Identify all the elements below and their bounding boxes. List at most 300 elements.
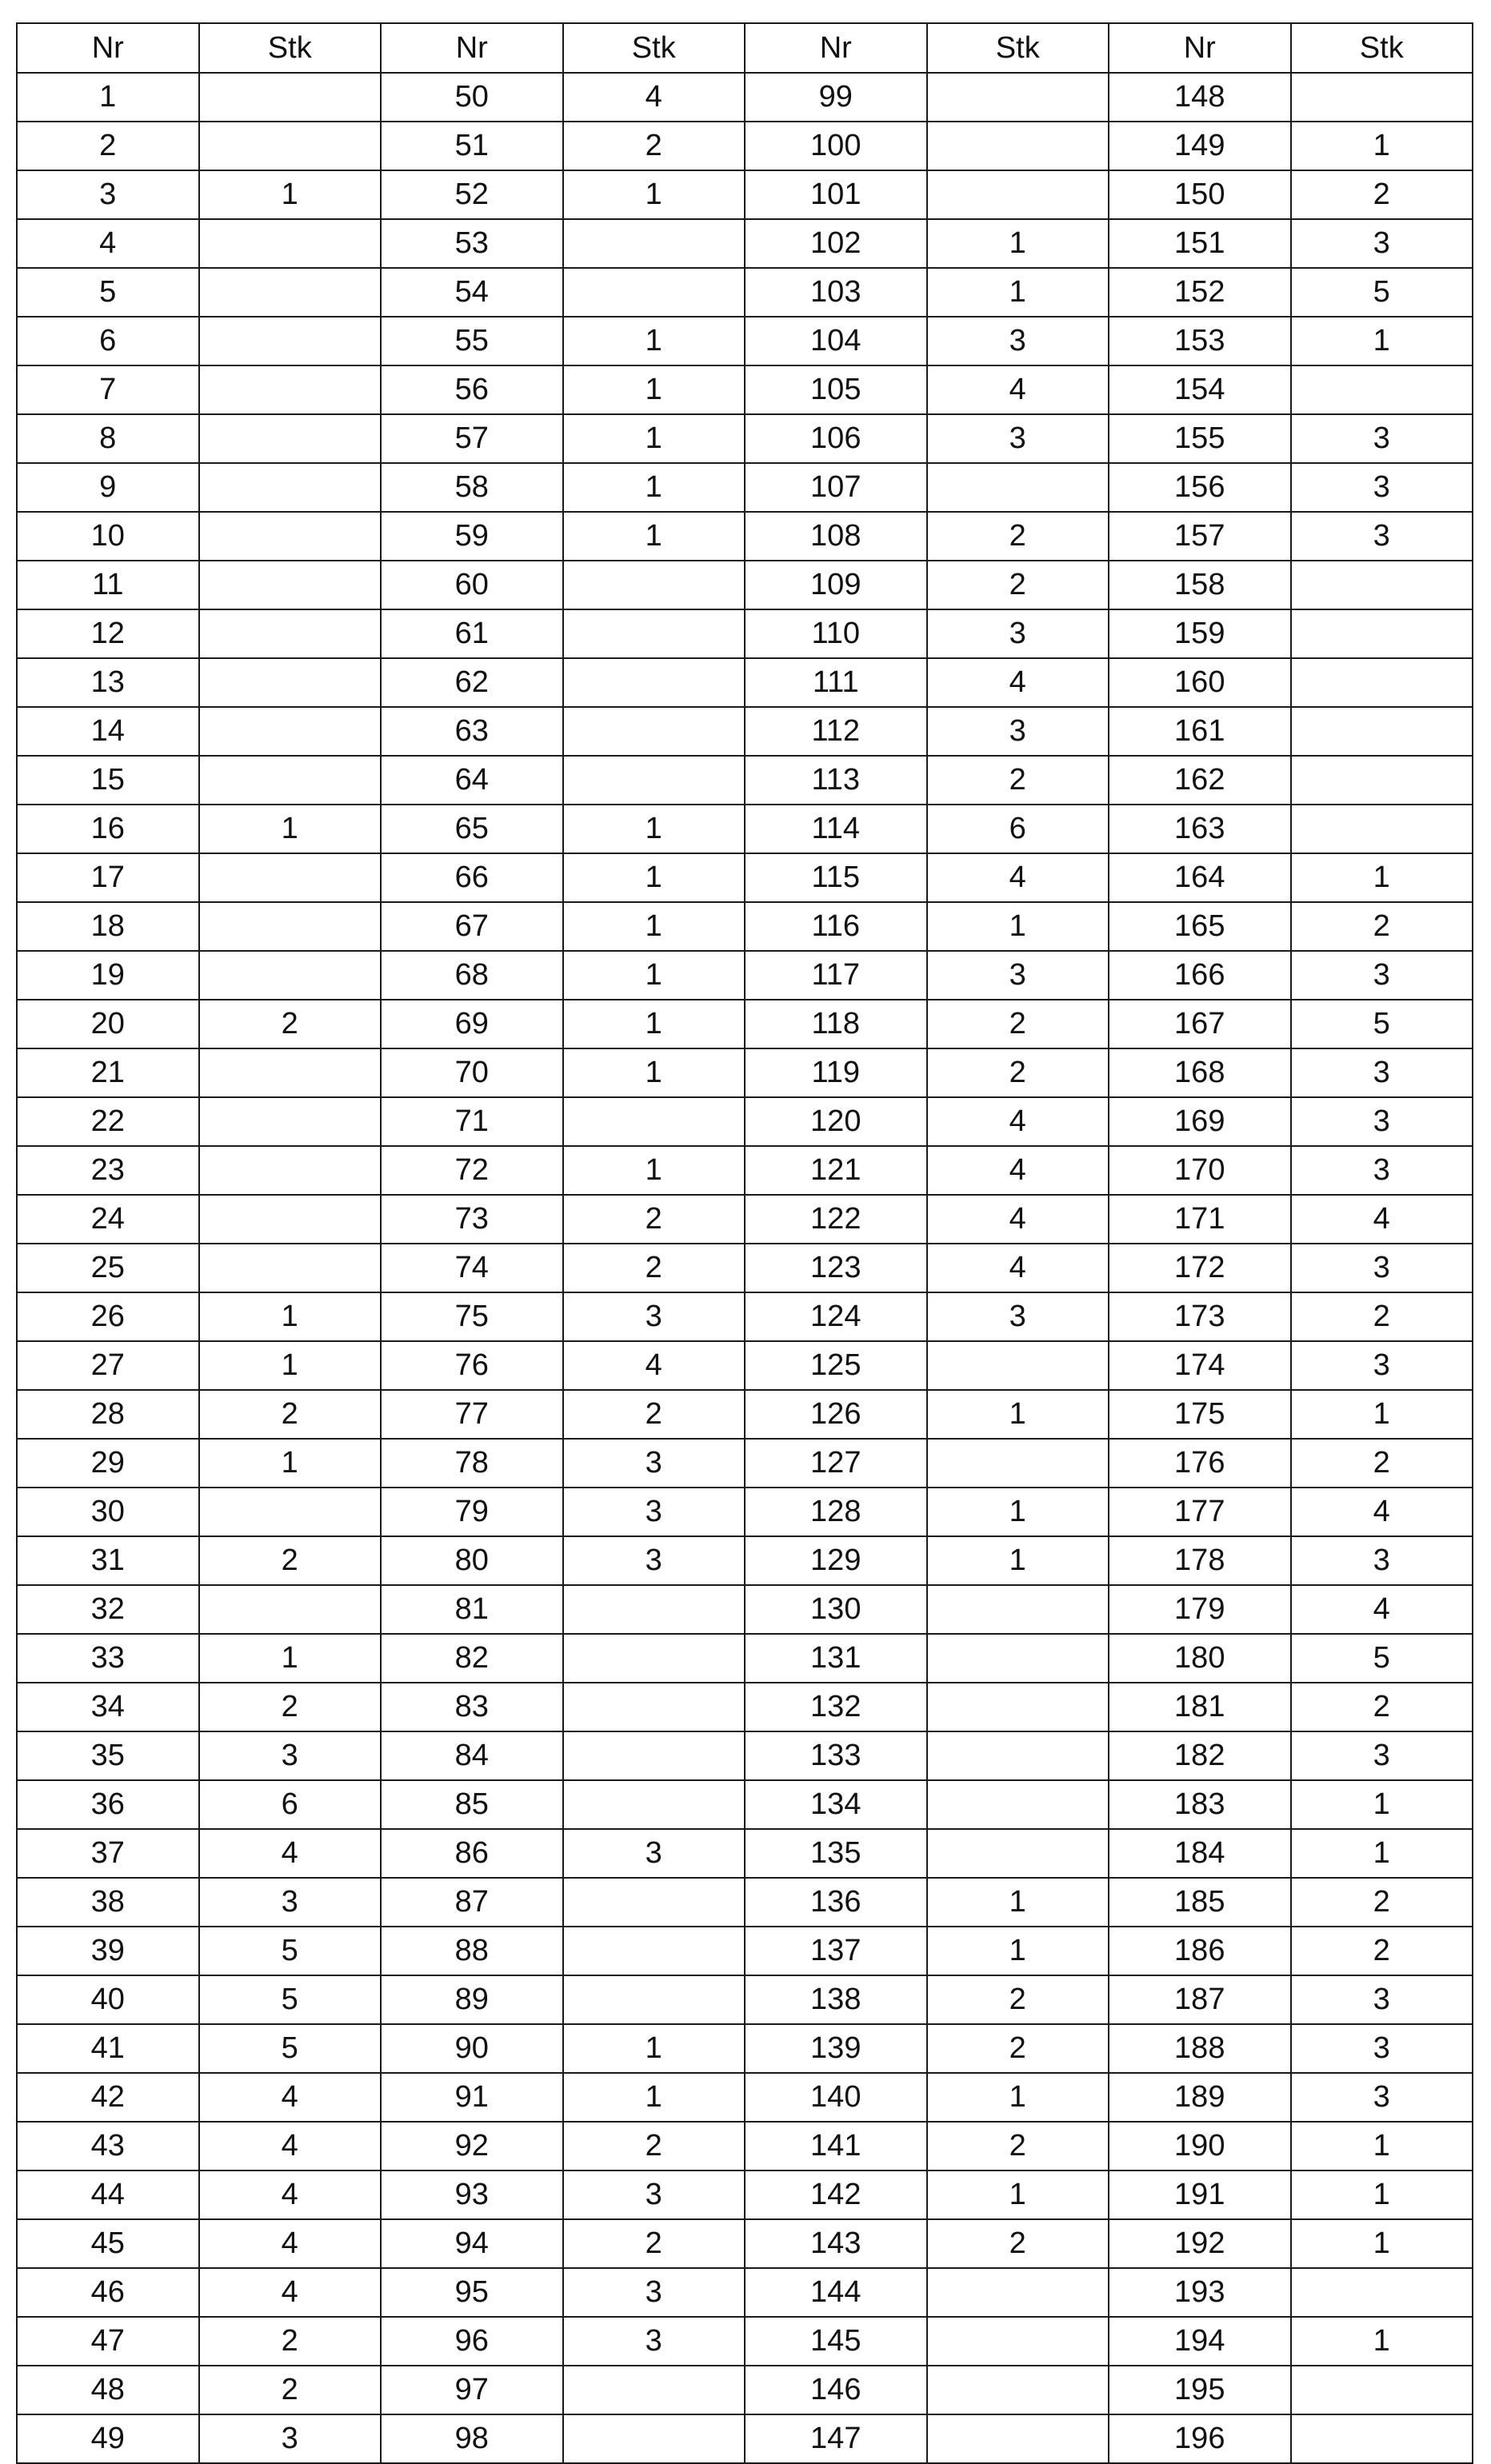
nr-cell: 42 <box>17 2073 199 2122</box>
stk-cell <box>1291 2366 1473 2414</box>
stk-cell: 3 <box>1291 1536 1473 1585</box>
nr-cell: 51 <box>381 122 563 170</box>
nr-cell: 184 <box>1109 1829 1291 1878</box>
table-row <box>17 2317 1473 2366</box>
stk-cell: 4 <box>1291 1195 1473 1244</box>
table-row <box>17 756 1473 805</box>
nr-cell: 83 <box>381 1683 563 1731</box>
nr-cell: 56 <box>381 365 563 414</box>
stk-cell: 2 <box>927 2024 1109 2073</box>
stk-cell <box>199 414 382 463</box>
nr-cell: 112 <box>745 707 927 756</box>
nr-cell: 128 <box>745 1488 927 1536</box>
nr-cell: 104 <box>745 317 927 365</box>
nr-cell: 188 <box>1109 2024 1291 2073</box>
stk-cell: 6 <box>927 805 1109 853</box>
nr-cell: 61 <box>381 609 563 658</box>
column-header-nr: Nr <box>1109 23 1291 73</box>
nr-cell: 64 <box>381 756 563 805</box>
stk-cell <box>563 1634 746 1683</box>
nr-cell: 79 <box>381 1488 563 1536</box>
nr-cell: 76 <box>381 1341 563 1390</box>
stk-cell: 1 <box>563 951 746 1000</box>
table-row <box>17 609 1473 658</box>
stk-cell: 2 <box>927 2122 1109 2170</box>
nr-cell: 47 <box>17 2317 199 2366</box>
nr-cell: 60 <box>381 561 563 609</box>
stk-cell <box>563 2366 746 2414</box>
nr-cell: 165 <box>1109 902 1291 951</box>
stk-cell: 1 <box>927 1390 1109 1439</box>
header-row <box>17 23 1473 73</box>
stk-cell <box>563 1097 746 1146</box>
nr-cell: 183 <box>1109 1780 1291 1829</box>
stk-cell: 2 <box>927 2219 1109 2268</box>
stk-cell: 5 <box>199 2024 382 2073</box>
table-row <box>17 1829 1473 1878</box>
nr-cell: 167 <box>1109 1000 1291 1048</box>
stk-cell: 5 <box>1291 1000 1473 1048</box>
nr-cell: 89 <box>381 1975 563 2024</box>
nr-cell: 62 <box>381 658 563 707</box>
table-row <box>17 1731 1473 1780</box>
stk-cell: 5 <box>1291 1634 1473 1683</box>
stk-cell: 3 <box>1291 1244 1473 1292</box>
nr-cell: 37 <box>17 1829 199 1878</box>
stk-cell <box>927 2366 1109 2414</box>
nr-cell: 177 <box>1109 1488 1291 1536</box>
stk-cell <box>563 1683 746 1731</box>
nr-cell: 54 <box>381 268 563 317</box>
stk-cell <box>563 1731 746 1780</box>
nr-cell: 138 <box>745 1975 927 2024</box>
stk-cell: 1 <box>1291 1829 1473 1878</box>
nr-cell: 137 <box>745 1927 927 1975</box>
nr-cell: 71 <box>381 1097 563 1146</box>
nr-cell: 39 <box>17 1927 199 1975</box>
stk-cell: 1 <box>199 170 382 219</box>
stk-cell: 1 <box>563 805 746 853</box>
stk-cell: 4 <box>1291 1585 1473 1634</box>
stk-cell: 3 <box>1291 512 1473 561</box>
stk-cell: 1 <box>563 365 746 414</box>
nr-cell: 28 <box>17 1390 199 1439</box>
stk-cell <box>927 122 1109 170</box>
stk-cell: 2 <box>1291 1439 1473 1488</box>
stk-cell <box>927 1439 1109 1488</box>
stk-cell <box>563 756 746 805</box>
nr-cell: 127 <box>745 1439 927 1488</box>
nr-cell: 153 <box>1109 317 1291 365</box>
stk-cell: 3 <box>199 1731 382 1780</box>
stk-cell: 3 <box>199 2414 382 2463</box>
stk-cell: 3 <box>563 1439 746 1488</box>
nr-cell: 118 <box>745 1000 927 1048</box>
stk-cell <box>563 561 746 609</box>
nr-cell: 146 <box>745 2366 927 2414</box>
stk-cell <box>1291 658 1473 707</box>
stk-cell <box>199 853 382 902</box>
table-row <box>17 2219 1473 2268</box>
nr-cell: 49 <box>17 2414 199 2463</box>
nr-cell: 5 <box>17 268 199 317</box>
nr-cell: 187 <box>1109 1975 1291 2024</box>
nr-cell: 22 <box>17 1097 199 1146</box>
nr-cell: 141 <box>745 2122 927 2170</box>
stk-cell <box>563 1585 746 1634</box>
nr-cell: 53 <box>381 219 563 268</box>
stk-cell: 1 <box>563 2024 746 2073</box>
stk-cell: 4 <box>927 1244 1109 1292</box>
stk-cell: 3 <box>927 707 1109 756</box>
stk-cell: 1 <box>927 219 1109 268</box>
stk-cell: 1 <box>199 1634 382 1683</box>
nr-cell: 172 <box>1109 1244 1291 1292</box>
stk-cell: 5 <box>1291 268 1473 317</box>
nr-cell: 17 <box>17 853 199 902</box>
nr-cell: 69 <box>381 1000 563 1048</box>
stk-cell: 1 <box>563 1146 746 1195</box>
nr-cell: 190 <box>1109 2122 1291 2170</box>
table-row <box>17 1439 1473 1488</box>
nr-cell: 103 <box>745 268 927 317</box>
nr-cell: 43 <box>17 2122 199 2170</box>
nr-cell: 72 <box>381 1146 563 1195</box>
stk-cell: 2 <box>927 1975 1109 2024</box>
stk-cell <box>199 1097 382 1146</box>
nr-cell: 58 <box>381 463 563 512</box>
nr-cell: 40 <box>17 1975 199 2024</box>
nr-cell: 195 <box>1109 2366 1291 2414</box>
nr-cell: 6 <box>17 317 199 365</box>
stk-cell: 4 <box>563 1341 746 1390</box>
stk-cell: 2 <box>563 2219 746 2268</box>
stk-cell <box>199 756 382 805</box>
nr-cell: 1 <box>17 73 199 122</box>
stk-cell <box>927 1634 1109 1683</box>
stk-cell <box>563 1878 746 1927</box>
stk-cell: 6 <box>199 1780 382 1829</box>
nr-cell: 116 <box>745 902 927 951</box>
table-row <box>17 73 1473 122</box>
stk-cell <box>1291 365 1473 414</box>
stk-cell: 3 <box>1291 2024 1473 2073</box>
nr-cell: 191 <box>1109 2170 1291 2219</box>
table-row <box>17 1292 1473 1341</box>
table-row <box>17 317 1473 365</box>
stk-cell: 3 <box>199 1878 382 1927</box>
nr-cell: 44 <box>17 2170 199 2219</box>
column-header-nr: Nr <box>745 23 927 73</box>
table-row <box>17 1536 1473 1585</box>
table-row <box>17 1683 1473 1731</box>
stk-cell: 4 <box>927 853 1109 902</box>
nr-cell: 66 <box>381 853 563 902</box>
stk-cell: 3 <box>1291 1731 1473 1780</box>
stk-cell: 4 <box>199 1829 382 1878</box>
table-row <box>17 805 1473 853</box>
stk-cell: 4 <box>927 658 1109 707</box>
nr-cell: 156 <box>1109 463 1291 512</box>
nr-cell: 9 <box>17 463 199 512</box>
nr-cell: 32 <box>17 1585 199 1634</box>
stk-cell <box>199 609 382 658</box>
nr-cell: 145 <box>745 2317 927 2366</box>
nr-cell: 122 <box>745 1195 927 1244</box>
nr-cell: 108 <box>745 512 927 561</box>
nr-cell: 132 <box>745 1683 927 1731</box>
table-row <box>17 1097 1473 1146</box>
nr-cell: 12 <box>17 609 199 658</box>
nr-cell: 139 <box>745 2024 927 2073</box>
stk-cell: 3 <box>563 2170 746 2219</box>
nr-cell: 149 <box>1109 122 1291 170</box>
stk-cell: 4 <box>199 2073 382 2122</box>
stk-cell: 1 <box>1291 2219 1473 2268</box>
nr-cell: 115 <box>745 853 927 902</box>
nr-cell: 55 <box>381 317 563 365</box>
stk-cell <box>199 317 382 365</box>
nr-cell: 155 <box>1109 414 1291 463</box>
table-row <box>17 658 1473 707</box>
nr-cell: 50 <box>381 73 563 122</box>
nr-cell: 102 <box>745 219 927 268</box>
nr-cell: 23 <box>17 1146 199 1195</box>
stk-cell: 3 <box>563 1536 746 1585</box>
stk-cell: 1 <box>563 1048 746 1097</box>
nr-cell: 180 <box>1109 1634 1291 1683</box>
stk-cell <box>563 1975 746 2024</box>
nr-cell: 126 <box>745 1390 927 1439</box>
stk-cell: 1 <box>1291 317 1473 365</box>
stk-cell <box>563 707 746 756</box>
nr-cell: 19 <box>17 951 199 1000</box>
stk-cell <box>199 902 382 951</box>
nr-cell: 91 <box>381 2073 563 2122</box>
stk-cell: 2 <box>927 561 1109 609</box>
stk-cell <box>199 1488 382 1536</box>
stk-cell <box>563 268 746 317</box>
count-table <box>16 22 1473 2464</box>
stk-cell: 3 <box>563 2317 746 2366</box>
table-row <box>17 707 1473 756</box>
table-row <box>17 1878 1473 1927</box>
stk-cell: 2 <box>199 1683 382 1731</box>
stk-cell <box>1291 805 1473 853</box>
table-row <box>17 219 1473 268</box>
nr-cell: 3 <box>17 170 199 219</box>
nr-cell: 65 <box>381 805 563 853</box>
stk-cell: 2 <box>1291 1292 1473 1341</box>
stk-cell: 3 <box>1291 1975 1473 2024</box>
table-row <box>17 2414 1473 2463</box>
nr-cell: 119 <box>745 1048 927 1097</box>
stk-cell <box>199 1585 382 1634</box>
nr-cell: 158 <box>1109 561 1291 609</box>
nr-cell: 96 <box>381 2317 563 2366</box>
stk-cell: 2 <box>1291 1878 1473 1927</box>
table-row <box>17 1048 1473 1097</box>
nr-cell: 97 <box>381 2366 563 2414</box>
nr-cell: 120 <box>745 1097 927 1146</box>
nr-cell: 168 <box>1109 1048 1291 1097</box>
stk-cell: 3 <box>927 317 1109 365</box>
stk-cell: 3 <box>1291 1146 1473 1195</box>
stk-cell: 2 <box>199 2366 382 2414</box>
nr-cell: 21 <box>17 1048 199 1097</box>
stk-cell: 2 <box>1291 902 1473 951</box>
stk-cell: 1 <box>199 1341 382 1390</box>
stk-cell: 2 <box>927 1000 1109 1048</box>
stk-cell: 2 <box>199 1536 382 1585</box>
nr-cell: 82 <box>381 1634 563 1683</box>
stk-cell: 1 <box>563 170 746 219</box>
stk-cell <box>927 2317 1109 2366</box>
stk-cell <box>927 1731 1109 1780</box>
nr-cell: 59 <box>381 512 563 561</box>
stk-cell: 4 <box>563 73 746 122</box>
stk-cell: 1 <box>199 1292 382 1341</box>
nr-cell: 111 <box>745 658 927 707</box>
nr-cell: 109 <box>745 561 927 609</box>
stk-cell: 3 <box>1291 1341 1473 1390</box>
nr-cell: 193 <box>1109 2268 1291 2317</box>
nr-cell: 135 <box>745 1829 927 1878</box>
stk-cell: 4 <box>199 2219 382 2268</box>
nr-cell: 143 <box>745 2219 927 2268</box>
nr-cell: 11 <box>17 561 199 609</box>
nr-cell: 92 <box>381 2122 563 2170</box>
stk-cell <box>927 463 1109 512</box>
stk-cell: 4 <box>927 1097 1109 1146</box>
nr-cell: 24 <box>17 1195 199 1244</box>
stk-cell: 1 <box>1291 122 1473 170</box>
nr-cell: 107 <box>745 463 927 512</box>
stk-cell: 1 <box>563 2073 746 2122</box>
nr-cell: 131 <box>745 1634 927 1683</box>
nr-cell: 185 <box>1109 1878 1291 1927</box>
stk-cell: 3 <box>1291 414 1473 463</box>
nr-cell: 78 <box>381 1439 563 1488</box>
nr-cell: 35 <box>17 1731 199 1780</box>
table-row <box>17 1000 1473 1048</box>
stk-cell: 1 <box>927 268 1109 317</box>
nr-cell: 68 <box>381 951 563 1000</box>
stk-cell <box>927 1683 1109 1731</box>
nr-cell: 52 <box>381 170 563 219</box>
stk-cell: 2 <box>199 2317 382 2366</box>
nr-cell: 182 <box>1109 1731 1291 1780</box>
nr-cell: 157 <box>1109 512 1291 561</box>
stk-cell: 3 <box>927 951 1109 1000</box>
nr-cell: 151 <box>1109 219 1291 268</box>
stk-cell: 4 <box>1291 1488 1473 1536</box>
stk-cell <box>927 73 1109 122</box>
nr-cell: 81 <box>381 1585 563 1634</box>
stk-cell: 3 <box>563 2268 746 2317</box>
stk-cell <box>199 951 382 1000</box>
stk-cell: 3 <box>1291 219 1473 268</box>
nr-cell: 110 <box>745 609 927 658</box>
table-row <box>17 1195 1473 1244</box>
stk-cell <box>927 1780 1109 1829</box>
stk-cell: 2 <box>927 512 1109 561</box>
nr-cell: 10 <box>17 512 199 561</box>
nr-cell: 178 <box>1109 1536 1291 1585</box>
stk-cell: 3 <box>1291 1048 1473 1097</box>
nr-cell: 147 <box>745 2414 927 2463</box>
stk-cell <box>199 122 382 170</box>
nr-cell: 169 <box>1109 1097 1291 1146</box>
stk-cell <box>563 219 746 268</box>
table-row <box>17 1146 1473 1195</box>
nr-cell: 57 <box>381 414 563 463</box>
nr-cell: 84 <box>381 1731 563 1780</box>
column-header-nr: Nr <box>381 23 563 73</box>
stk-cell <box>199 512 382 561</box>
nr-cell: 148 <box>1109 73 1291 122</box>
nr-cell: 93 <box>381 2170 563 2219</box>
nr-cell: 171 <box>1109 1195 1291 1244</box>
stk-cell <box>1291 756 1473 805</box>
nr-cell: 29 <box>17 1439 199 1488</box>
stk-cell <box>927 2414 1109 2463</box>
stk-cell <box>927 1341 1109 1390</box>
column-header-stk: Stk <box>199 23 382 73</box>
table-row <box>17 1585 1473 1634</box>
stk-cell: 1 <box>563 512 746 561</box>
nr-cell: 27 <box>17 1341 199 1390</box>
stk-cell <box>1291 561 1473 609</box>
column-header-stk: Stk <box>1291 23 1473 73</box>
stk-cell: 3 <box>563 1488 746 1536</box>
stk-cell: 3 <box>563 1829 746 1878</box>
nr-cell: 20 <box>17 1000 199 1048</box>
table-row <box>17 1341 1473 1390</box>
nr-cell: 87 <box>381 1878 563 1927</box>
nr-cell: 140 <box>745 2073 927 2122</box>
table-row <box>17 268 1473 317</box>
nr-cell: 123 <box>745 1244 927 1292</box>
nr-cell: 105 <box>745 365 927 414</box>
stk-cell: 3 <box>563 1292 746 1341</box>
nr-cell: 144 <box>745 2268 927 2317</box>
nr-cell: 192 <box>1109 2219 1291 2268</box>
stk-cell <box>927 170 1109 219</box>
nr-cell: 25 <box>17 1244 199 1292</box>
nr-cell: 150 <box>1109 170 1291 219</box>
nr-cell: 159 <box>1109 609 1291 658</box>
nr-cell: 114 <box>745 805 927 853</box>
nr-cell: 2 <box>17 122 199 170</box>
nr-cell: 75 <box>381 1292 563 1341</box>
stk-cell: 3 <box>1291 463 1473 512</box>
stk-cell: 5 <box>199 1927 382 1975</box>
nr-cell: 45 <box>17 2219 199 2268</box>
stk-cell: 1 <box>563 414 746 463</box>
stk-cell: 4 <box>927 365 1109 414</box>
nr-cell: 86 <box>381 1829 563 1878</box>
nr-cell: 161 <box>1109 707 1291 756</box>
stk-cell: 1 <box>563 463 746 512</box>
stk-cell <box>563 1780 746 1829</box>
nr-cell: 26 <box>17 1292 199 1341</box>
stk-cell: 2 <box>927 1048 1109 1097</box>
nr-cell: 124 <box>745 1292 927 1341</box>
nr-cell: 125 <box>745 1341 927 1390</box>
table-row <box>17 561 1473 609</box>
stk-cell: 1 <box>927 1536 1109 1585</box>
